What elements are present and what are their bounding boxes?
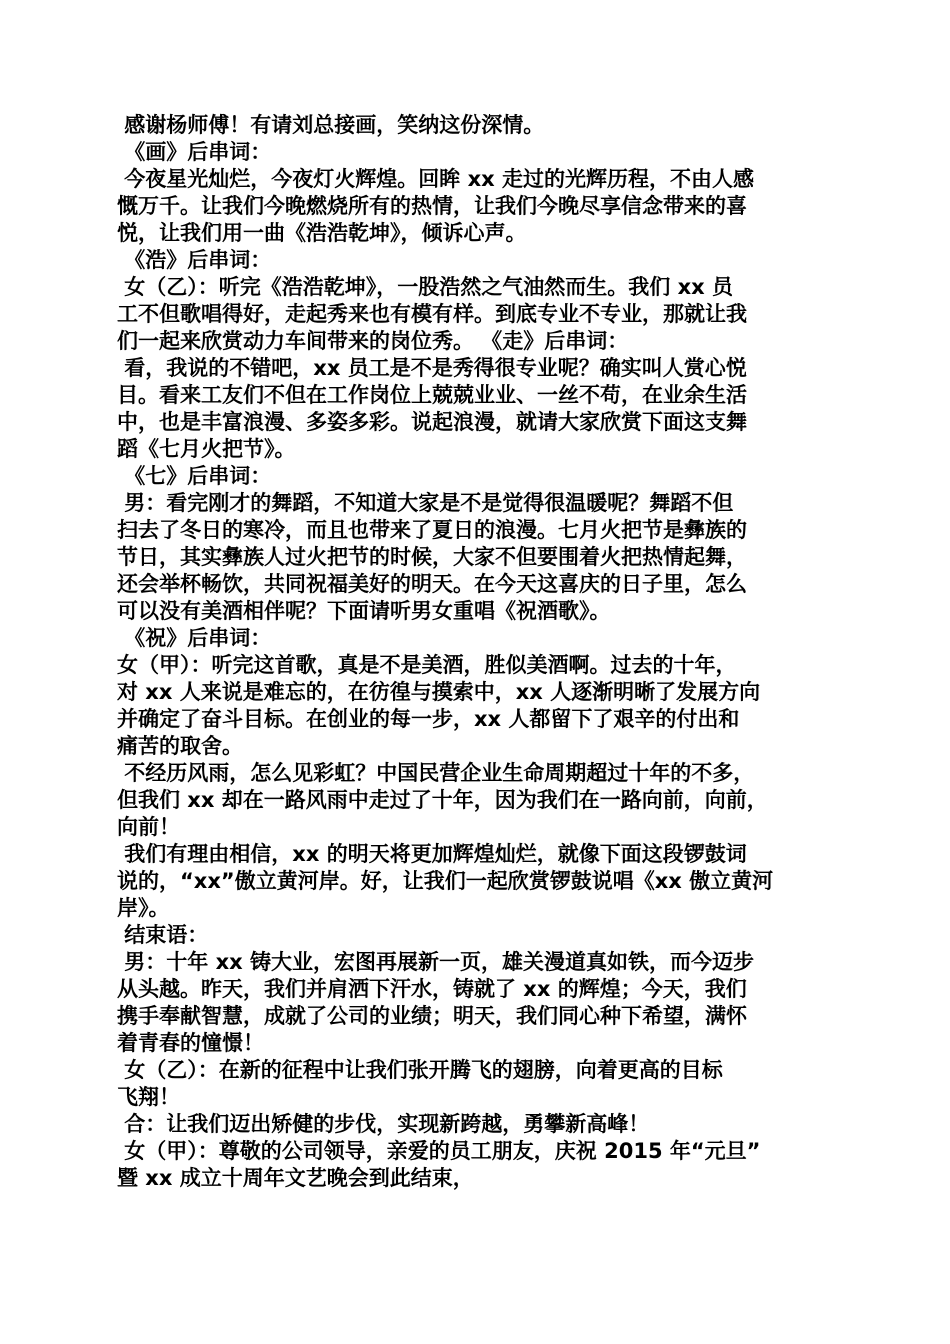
- text-line: 看，我说的不错吧，xx 员工是不是秀得很专业呢？确实叫人赏心悦: [117, 356, 747, 380]
- text-line: 目。看来工友们不但在工作岗位上兢兢业业、一丝不苟，在业余生活: [117, 383, 747, 407]
- text-line: 从头越。昨天，我们并肩洒下汗水，铸就了 xx 的辉煌；今天，我们: [117, 977, 747, 1001]
- text-line: 但我们 xx 却在一路风雨中走过了十年，因为我们在一路向前，向前，: [117, 788, 768, 812]
- text-line: 可以没有美酒相伴呢？下面请听男女重唱《祝酒歌》。: [117, 599, 611, 623]
- text-line: 飞翔！: [117, 1085, 180, 1109]
- text-line: 工不但歌唱得好，走起秀来也有模有样。到底专业不专业，那就让我: [117, 302, 747, 326]
- text-line: 女（乙）：在新的征程中让我们张开腾飞的翅膀，向着更高的目标: [117, 1058, 723, 1082]
- text-line: 痛苦的取舍。: [117, 734, 243, 758]
- text-line: 感谢杨师傅！有请刘总接画，笑纳这份深情。: [117, 113, 545, 137]
- section-heading: 《画》后串词：: [117, 140, 272, 164]
- section-heading: 《七》后串词：: [117, 464, 272, 488]
- text-line: 不经历风雨，怎么见彩虹？中国民营企业生命周期超过十年的不多，: [117, 761, 755, 785]
- text-line: 节日，其实彝族人过火把节的时候，大家不但要围着火把热情起舞，: [117, 545, 747, 569]
- text-line: 向前！: [117, 815, 180, 839]
- text-line: 携手奉献智慧，成就了公司的业绩；明天，我们同心种下希望，满怀: [117, 1004, 747, 1028]
- text-line: 合：让我们迈出矫健的步伐，实现新跨越，勇攀新高峰！: [117, 1112, 650, 1136]
- text-line: 扫去了冬日的寒冷，而且也带来了夏日的浪漫。七月火把节是彝族的: [117, 518, 747, 542]
- document-body: [117, 112, 837, 1192]
- text-line: 中，也是丰富浪漫、多姿多彩。说起浪漫，就请大家欣赏下面这支舞: [117, 410, 747, 434]
- text-line: 还会举杯畅饮，共同祝福美好的明天。在今天这喜庆的日子里，怎么: [117, 572, 747, 596]
- text-line: 今夜星光灿烂，今夜灯火辉煌。回眸 xx 走过的光辉历程，不由人感: [117, 167, 755, 191]
- text-line: 男：看完刚才的舞蹈，不知道大家是不是觉得很温暖呢？舞蹈不但: [117, 491, 734, 515]
- text-line: 岸》。: [117, 896, 170, 920]
- text-line: 男：十年 xx 铸大业，宏图再展新一页，雄关漫道真如铁，而今迈步: [117, 950, 755, 974]
- section-heading: 结束语：: [117, 923, 209, 947]
- text-line: 对 xx 人来说是难忘的，在彷徨与摸索中，xx 人逐渐明晰了发展方向: [117, 680, 761, 704]
- text-line: 说的，“xx”傲立黄河岸。好，让我们一起欣赏锣鼓说唱《xx 傲立黄河: [117, 869, 774, 893]
- text-line: 暨 xx 成立十周年文艺晚会到此结束，: [117, 1166, 474, 1190]
- text-line: 蹈《七月火把节》。: [117, 437, 296, 461]
- text-line: 我们有理由相信，xx 的明天将更加辉煌灿烂，就像下面这段锣鼓词: [117, 842, 747, 866]
- text-line: 慨万千。让我们今晚燃烧所有的热情，让我们今晚尽享信念带来的喜: [117, 194, 747, 218]
- text-line: 悦，让我们用一曲《浩浩乾坤》，倾诉心声。: [117, 221, 527, 245]
- text-line: 们一起来欣赏动力车间带来的岗位秀。 《走》后串词：: [117, 329, 629, 353]
- text-line: 女（乙）：听完《浩浩乾坤》，一股浩然之气油然而生。我们 xx 员: [117, 275, 734, 299]
- section-heading: 《祝》后串词：: [117, 626, 272, 650]
- section-heading: 《浩》后串词：: [117, 248, 272, 272]
- text-line: 并确定了奋斗目标。在创业的每一步，xx 人都留下了艰辛的付出和: [117, 707, 740, 731]
- text-line: 女（甲）：听完这首歌，真是不是美酒，胜似美酒啊。过去的十年，: [117, 653, 737, 677]
- text-line: 女（甲）：尊敬的公司领导，亲爱的员工朋友，庆祝 2015 年“元旦”: [117, 1139, 761, 1163]
- text-line: 着青春的憧憬！: [117, 1031, 264, 1055]
